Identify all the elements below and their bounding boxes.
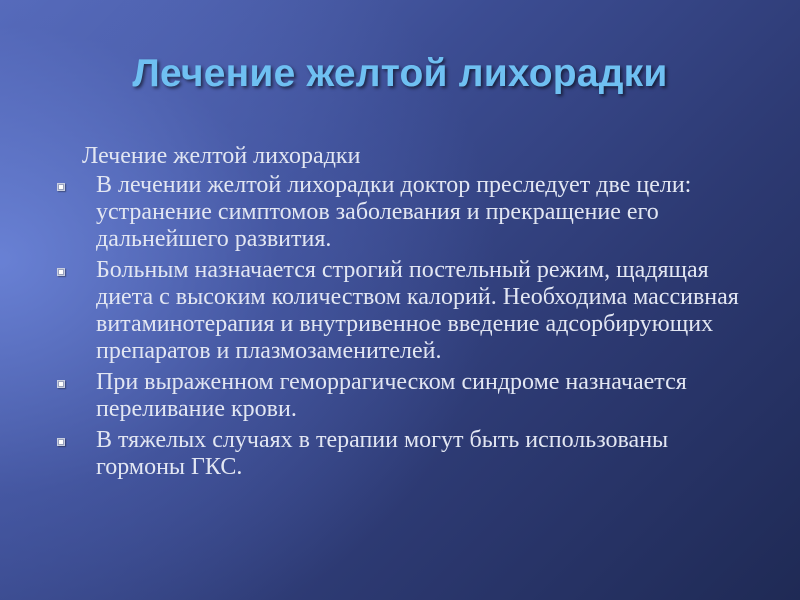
bullet-list bbox=[52, 172, 752, 485]
square-bullet-icon bbox=[57, 380, 65, 388]
bullet-item bbox=[52, 427, 752, 481]
bullet-item bbox=[52, 257, 752, 365]
square-bullet-icon bbox=[57, 183, 65, 191]
bullet-text: В лечении желтой лихорадки доктор преследует две цели: устранение симптомов заболевания и прекращение его дальнейшего развития. bbox=[96, 172, 692, 252]
bullet-item bbox=[52, 172, 752, 253]
slide-title: Лечение желтой лихорадки bbox=[132, 52, 668, 95]
bullet-text: Больным назначается строгий постельный режим, щадящая диета с высоким количеством калорий. Необходима массивная витаминотерапия и внутривенное введение адсорбирующих препаратов и плазмозаменителей. bbox=[96, 257, 739, 364]
slide-subheading: Лечение желтой лихорадки bbox=[82, 143, 361, 169]
bullet-item bbox=[52, 369, 752, 423]
square-bullet-icon bbox=[57, 438, 65, 446]
bullet-text: В тяжелых случаях в терапии могут быть использованы гормоны ГКС. bbox=[96, 427, 669, 480]
square-bullet-icon bbox=[57, 268, 65, 276]
bullet-text: При выраженном геморрагическом синдроме назначается переливание крови. bbox=[96, 369, 687, 422]
